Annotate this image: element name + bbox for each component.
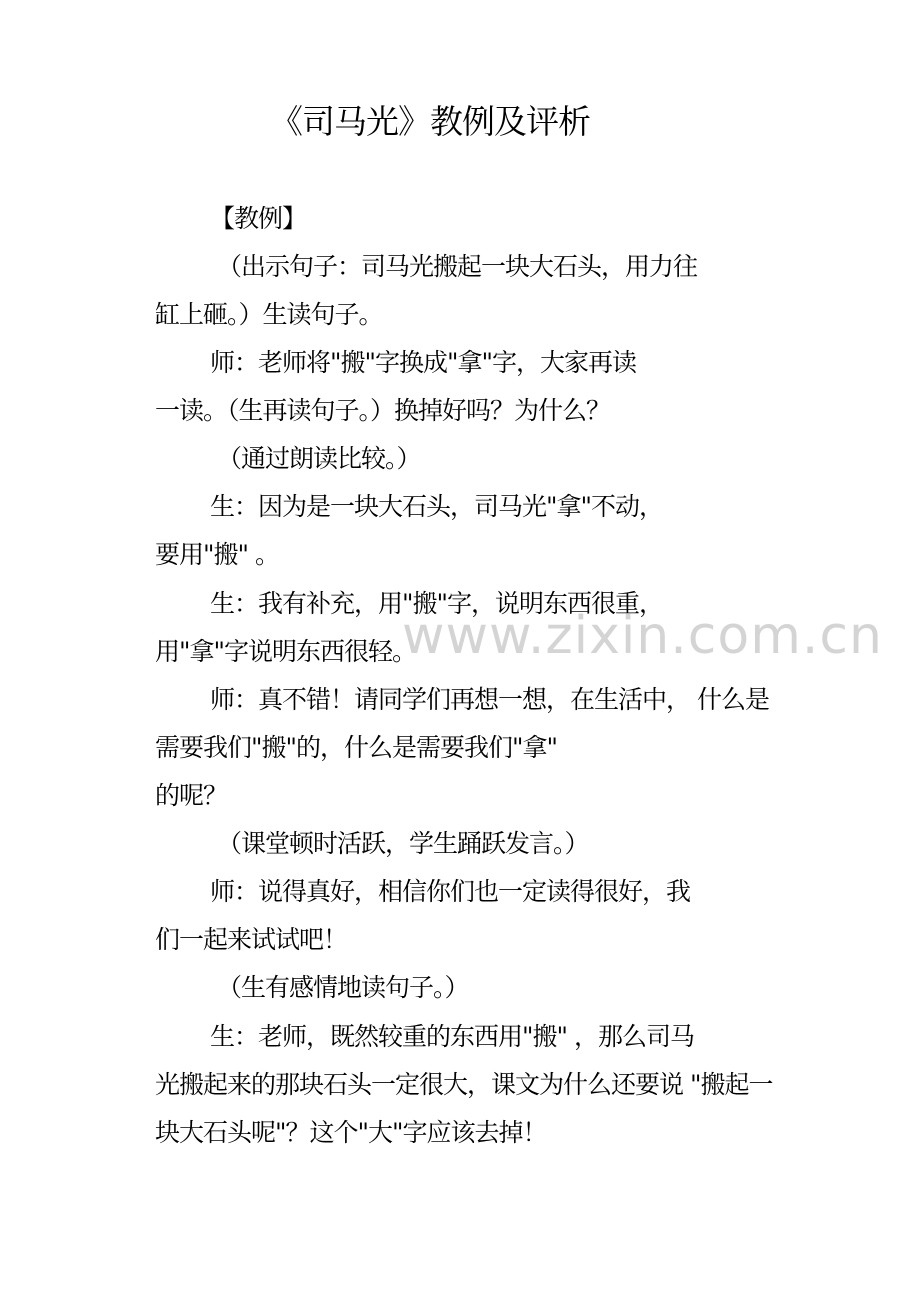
text-line: 块大石头呢"？这个"大"字应该去掉！ [155,1118,547,1147]
text-line: （课堂顿时活跃，学生踊跃发言。） [217,829,589,858]
section-heading: 【教例】 [210,204,307,233]
text-line: 师：老师将"搬"字换成"拿"字，大家再读 [210,348,636,377]
text-line: 要用"搬" 。 [155,540,279,569]
text-line: 缸上砸。）生读句子。 [155,300,383,329]
text-line: 们一起来试试吧！ [155,925,348,954]
document-title: 《司马光》教例及评析 [270,102,590,141]
text-line: 生：我有补充，用"搬"字，说明东西很重， [210,589,663,618]
text-line: （生有感情地读句子。） [217,973,469,1002]
text-line: 生：老师，既然较重的东西用"搬" ，那么司马 [210,1022,694,1051]
text-line: 需要我们"搬"的，什么是需要我们"拿" [155,733,557,762]
watermark-text: www.zixin.com.cn [402,606,883,666]
text-line: 用"拿"字说明东西很轻。 [155,637,416,666]
text-line: 一读。（生再读句子。）换掉好吗？为什么？ [155,396,611,425]
text-line: 师：真不错！请同学们再想一想，在生活中， 什么是 [210,685,769,714]
text-line: 的呢？ [155,781,228,810]
text-line: 生：因为是一块大石头，司马光"拿"不动， [210,492,663,521]
text-line: （通过朗读比较。） [217,444,421,473]
text-line: 光搬起来的那块石头一定很大，课文为什么还要说 "搬起一 [155,1070,773,1099]
text-line: 师：说得真好，相信你们也一定读得很好，我 [210,877,691,906]
text-line: （出示句子：司马光搬起一块大石头，用力往 [217,252,698,281]
